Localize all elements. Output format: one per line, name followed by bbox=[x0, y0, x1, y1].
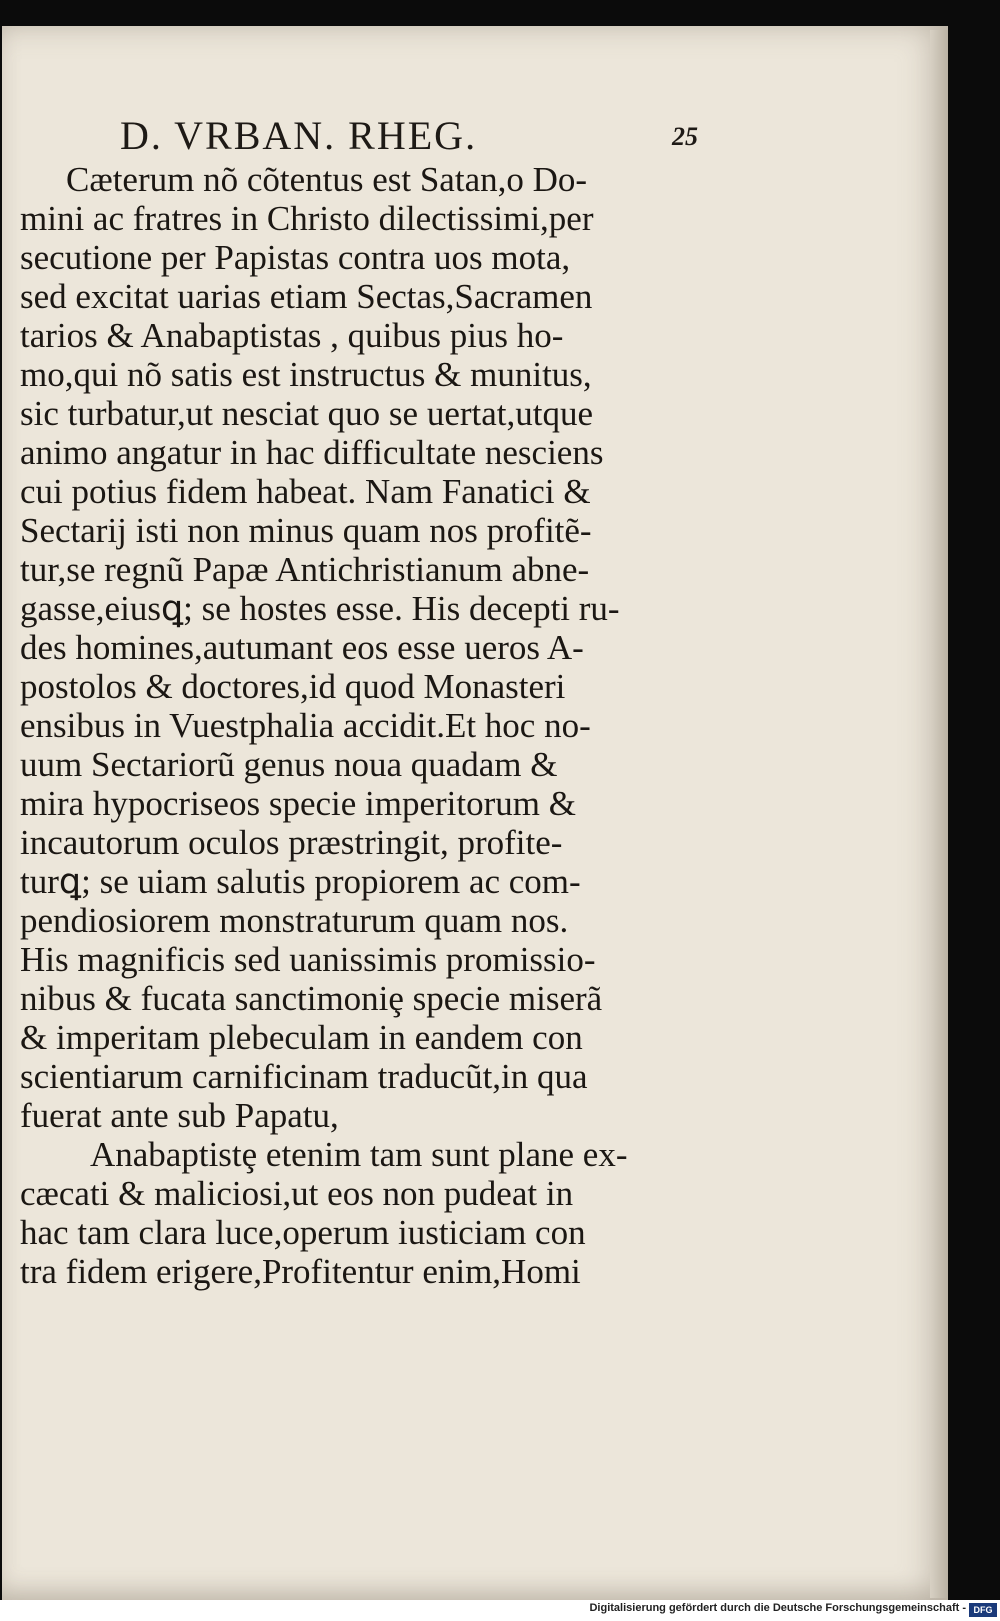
text-line: mini ac fratres in Christo dilectissimi,per bbox=[20, 199, 594, 238]
page-edge bbox=[930, 30, 948, 1598]
text-line: ensibus in Vuestphalia accidit.Et hoc no- bbox=[20, 706, 591, 745]
text-line: gasse,eiusꝗ; se hostes esse. His decepti ru- bbox=[20, 589, 620, 628]
text-line: turꝗ; se uiam salutis propiorem ac com- bbox=[20, 862, 581, 901]
text-block bbox=[20, 160, 720, 1291]
text-line: fuerat ante sub Papatu, bbox=[20, 1096, 339, 1135]
text-line: nibus & fucata sanctimoniȩ specie miserã bbox=[20, 979, 603, 1018]
text-line: & imperitam plebeculam in eandem con bbox=[20, 1018, 583, 1057]
text-line: incautorum oculos præstringit, profite- bbox=[20, 823, 563, 862]
text-line: tra fidem erigere,Profitentur enim,Homi bbox=[20, 1252, 581, 1291]
text-line: tarios & Anabaptistas , quibus pius ho- bbox=[20, 316, 564, 355]
text-line: des homines,autumant eos esse ueros A- bbox=[20, 628, 584, 667]
text-line: tur,se regnũ Papæ Antichristianum abne- bbox=[20, 550, 590, 589]
text-line: pendiosiorem monstraturum quam nos. bbox=[20, 901, 569, 940]
footer-credit: Digitalisierung gefördert durch die Deutsche Forschungsgemeinschaft - bbox=[589, 1602, 966, 1614]
text-line: secutione per Papistas contra uos mota, bbox=[20, 238, 571, 277]
text-line: sed excitat uarias etiam Sectas,Sacramen bbox=[20, 277, 593, 316]
footer-bar bbox=[0, 1600, 1000, 1621]
text-line: Cæterum nõ cõtentus est Satan,o Do- bbox=[66, 160, 588, 199]
text-line: animo angatur in hac difficultate nesciens bbox=[20, 433, 604, 472]
text-line: postolos & doctores,id quod Monasteri bbox=[20, 667, 566, 706]
text-line: scientiarum carnificinam traducũt,in qua bbox=[20, 1057, 588, 1096]
text-line: cæcati & maliciosi,ut eos non pudeat in bbox=[20, 1174, 574, 1213]
text-line: sic turbatur,ut nesciat quo se uertat,utque bbox=[20, 394, 594, 433]
text-line: cui potius fidem habeat. Nam Fanatici & bbox=[20, 472, 591, 511]
page-number: 25 bbox=[672, 122, 698, 151]
text-line: hac tam clara luce,operum iusticiam con bbox=[20, 1213, 586, 1252]
text-line: uum Sectariorũ genus noua quadam & bbox=[20, 745, 558, 784]
dfg-logo: DFG bbox=[969, 1603, 997, 1617]
text-line: Anabaptistȩ etenim tam sunt plane ex- bbox=[90, 1135, 628, 1174]
text-line: Sectarij isti non minus quam nos profitẽ- bbox=[20, 511, 592, 550]
running-head: D. VRBAN. RHEG. bbox=[120, 113, 478, 158]
text-line: mo,qui nõ satis est instructus & munitus, bbox=[20, 355, 592, 394]
text-line: mira hypocriseos specie imperitorum & bbox=[20, 784, 576, 823]
text-line: His magnificis sed uanissimis promissio- bbox=[20, 940, 596, 979]
